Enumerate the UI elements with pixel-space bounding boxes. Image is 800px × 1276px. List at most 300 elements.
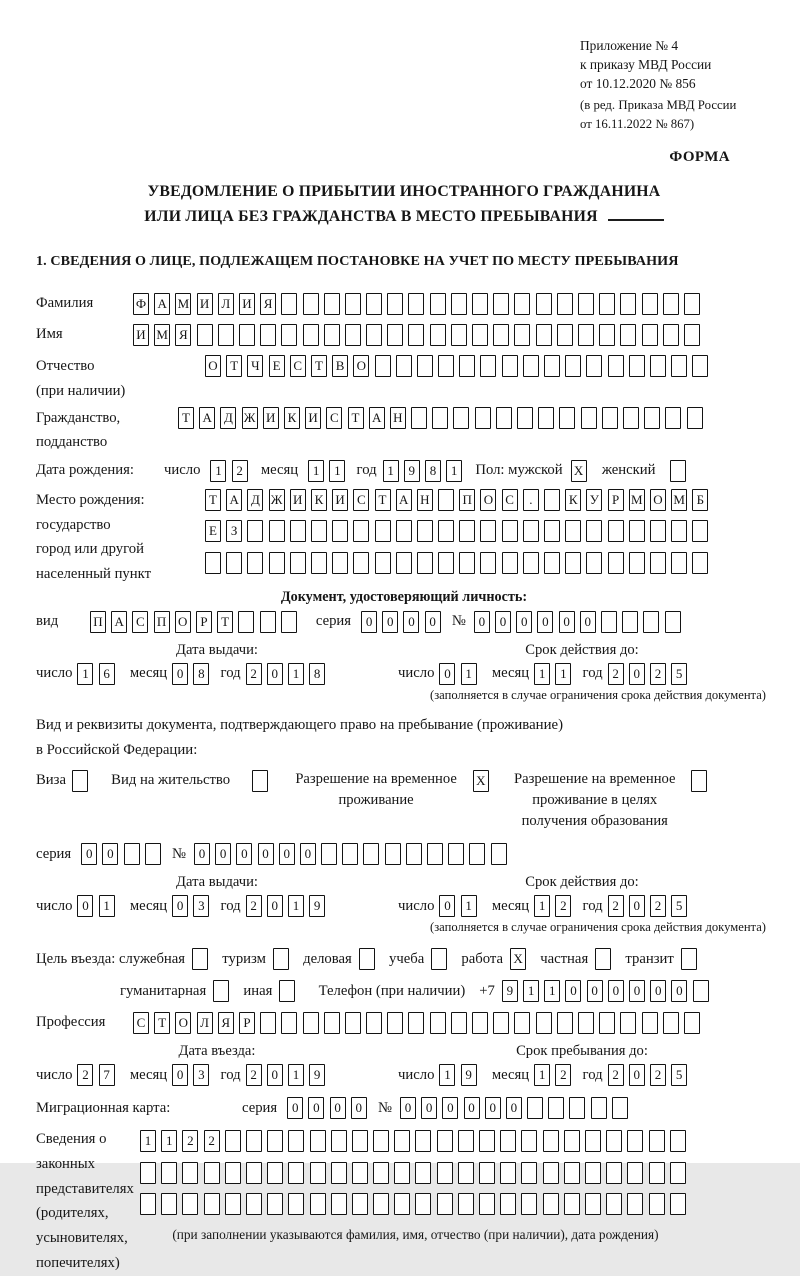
- form-cell[interactable]: Р: [239, 1012, 255, 1034]
- form-cell[interactable]: [599, 293, 615, 315]
- form-cell[interactable]: А: [199, 407, 215, 429]
- form-cell[interactable]: [599, 324, 615, 346]
- form-cell[interactable]: [352, 1130, 368, 1152]
- form-cell[interactable]: [205, 552, 221, 574]
- form-cell[interactable]: [342, 843, 358, 865]
- form-cell[interactable]: 0: [650, 980, 666, 1002]
- id-valid-day-cells[interactable]: [439, 663, 481, 685]
- form-cell[interactable]: [408, 324, 424, 346]
- form-cell[interactable]: 9: [502, 980, 518, 1002]
- form-cell[interactable]: [352, 1193, 368, 1215]
- form-cell[interactable]: [557, 293, 573, 315]
- form-cell[interactable]: [684, 1012, 700, 1034]
- form-cell[interactable]: Р: [608, 489, 624, 511]
- purpose-official-checkbox[interactable]: [192, 948, 213, 970]
- form-cell[interactable]: 0: [403, 611, 419, 633]
- form-cell[interactable]: 1: [383, 460, 399, 482]
- form-cell[interactable]: [681, 948, 697, 970]
- purpose-tourism-checkbox[interactable]: [273, 948, 294, 970]
- form-cell[interactable]: 0: [506, 1097, 522, 1119]
- form-cell[interactable]: П: [459, 489, 475, 511]
- form-cell[interactable]: 2: [246, 1064, 262, 1086]
- form-cell[interactable]: [521, 1193, 537, 1215]
- form-cell[interactable]: [663, 293, 679, 315]
- form-cell[interactable]: [246, 1162, 262, 1184]
- form-cell[interactable]: [479, 1193, 495, 1215]
- form-cell[interactable]: [427, 843, 443, 865]
- form-cell[interactable]: Н: [390, 407, 406, 429]
- purpose-other-checkbox[interactable]: [279, 980, 300, 1002]
- form-cell[interactable]: [480, 520, 496, 542]
- form-cell[interactable]: [290, 520, 306, 542]
- form-cell[interactable]: 0: [287, 1097, 303, 1119]
- form-cell[interactable]: [670, 460, 686, 482]
- form-cell[interactable]: [453, 407, 469, 429]
- form-cell[interactable]: 0: [267, 895, 283, 917]
- form-cell[interactable]: 0: [172, 1064, 188, 1086]
- sex-male-checkbox[interactable]: [571, 460, 592, 482]
- form-cell[interactable]: 6: [99, 663, 115, 685]
- given-name-cells[interactable]: [133, 324, 705, 346]
- entry-month-cells[interactable]: [172, 1064, 214, 1086]
- form-cell[interactable]: [225, 1193, 241, 1215]
- form-cell[interactable]: П: [154, 611, 170, 633]
- form-cell[interactable]: [612, 1097, 628, 1119]
- form-cell[interactable]: 2: [650, 1064, 666, 1086]
- form-cell[interactable]: [366, 1012, 382, 1034]
- form-cell[interactable]: [514, 1012, 530, 1034]
- form-cell[interactable]: 1: [446, 460, 462, 482]
- form-cell[interactable]: 3: [193, 1064, 209, 1086]
- form-cell[interactable]: Т: [311, 355, 327, 377]
- form-cell[interactable]: [459, 552, 475, 574]
- form-cell[interactable]: [451, 1012, 467, 1034]
- temp-residence-edu-checkbox[interactable]: [691, 770, 712, 792]
- permit-valid-day-cells[interactable]: [439, 895, 481, 917]
- form-cell[interactable]: [479, 1162, 495, 1184]
- form-cell[interactable]: [692, 520, 708, 542]
- form-cell[interactable]: [459, 520, 475, 542]
- form-cell[interactable]: 0: [172, 663, 188, 685]
- form-cell[interactable]: [514, 293, 530, 315]
- form-cell[interactable]: 0: [495, 611, 511, 633]
- form-cell[interactable]: С: [502, 489, 518, 511]
- permit-valid-year-cells[interactable]: [608, 895, 693, 917]
- form-cell[interactable]: [543, 1162, 559, 1184]
- form-cell[interactable]: [252, 770, 268, 792]
- form-cell[interactable]: 3: [193, 895, 209, 917]
- form-cell[interactable]: 2: [246, 663, 262, 685]
- form-cell[interactable]: [366, 324, 382, 346]
- form-cell[interactable]: Т: [154, 1012, 170, 1034]
- form-cell[interactable]: [569, 1097, 585, 1119]
- form-cell[interactable]: З: [226, 520, 242, 542]
- form-cell[interactable]: [557, 324, 573, 346]
- form-cell[interactable]: [665, 611, 681, 633]
- form-cell[interactable]: 1: [534, 895, 550, 917]
- form-cell[interactable]: 0: [629, 895, 645, 917]
- form-cell[interactable]: Ж: [242, 407, 258, 429]
- form-cell[interactable]: Л: [218, 293, 234, 315]
- form-cell[interactable]: [602, 407, 618, 429]
- form-cell[interactable]: [629, 520, 645, 542]
- form-cell[interactable]: [281, 1012, 297, 1034]
- form-cell[interactable]: [279, 980, 295, 1002]
- form-cell[interactable]: 2: [182, 1130, 198, 1152]
- form-cell[interactable]: [192, 948, 208, 970]
- form-cell[interactable]: 0: [565, 980, 581, 1002]
- form-cell[interactable]: Ф: [133, 293, 149, 315]
- form-cell[interactable]: 0: [474, 611, 490, 633]
- form-cell[interactable]: [332, 552, 348, 574]
- form-cell[interactable]: [288, 1162, 304, 1184]
- form-cell[interactable]: [620, 293, 636, 315]
- form-cell[interactable]: 0: [425, 611, 441, 633]
- form-cell[interactable]: [544, 520, 560, 542]
- form-cell[interactable]: [366, 293, 382, 315]
- form-cell[interactable]: [642, 324, 658, 346]
- form-cell[interactable]: [586, 355, 602, 377]
- form-cell[interactable]: [281, 293, 297, 315]
- form-cell[interactable]: Ч: [247, 355, 263, 377]
- form-cell[interactable]: [415, 1162, 431, 1184]
- form-cell[interactable]: [415, 1193, 431, 1215]
- form-cell[interactable]: [430, 293, 446, 315]
- form-cell[interactable]: 1: [329, 460, 345, 482]
- form-cell[interactable]: [521, 1162, 537, 1184]
- form-cell[interactable]: [458, 1130, 474, 1152]
- form-cell[interactable]: [310, 1162, 326, 1184]
- form-cell[interactable]: [472, 324, 488, 346]
- stay-month-cells[interactable]: [534, 1064, 576, 1086]
- form-cell[interactable]: [608, 520, 624, 542]
- form-cell[interactable]: [430, 324, 446, 346]
- form-cell[interactable]: К: [284, 407, 300, 429]
- legal-reps-row1[interactable]: [140, 1130, 691, 1152]
- migration-series-cells[interactable]: [287, 1097, 372, 1119]
- form-cell[interactable]: [684, 324, 700, 346]
- form-cell[interactable]: 1: [544, 980, 560, 1002]
- form-cell[interactable]: 0: [439, 895, 455, 917]
- form-cell[interactable]: [303, 293, 319, 315]
- form-cell[interactable]: 0: [400, 1097, 416, 1119]
- form-cell[interactable]: О: [175, 611, 191, 633]
- form-cell[interactable]: [345, 324, 361, 346]
- form-cell[interactable]: [225, 1162, 241, 1184]
- temp-residence-checkbox[interactable]: [473, 770, 494, 792]
- form-cell[interactable]: [475, 407, 491, 429]
- form-cell[interactable]: [629, 552, 645, 574]
- form-cell[interactable]: [557, 1012, 573, 1034]
- form-cell[interactable]: [303, 324, 319, 346]
- form-cell[interactable]: [523, 552, 539, 574]
- form-cell[interactable]: С: [133, 1012, 149, 1034]
- form-cell[interactable]: 1: [99, 895, 115, 917]
- form-cell[interactable]: [375, 520, 391, 542]
- form-cell[interactable]: 0: [267, 1064, 283, 1086]
- form-cell[interactable]: [260, 1012, 276, 1034]
- form-cell[interactable]: [246, 1193, 262, 1215]
- form-cell[interactable]: [496, 407, 512, 429]
- id-valid-year-cells[interactable]: [608, 663, 693, 685]
- form-cell[interactable]: [684, 293, 700, 315]
- form-cell[interactable]: [345, 1012, 361, 1034]
- form-cell[interactable]: [649, 1162, 665, 1184]
- form-cell[interactable]: К: [565, 489, 581, 511]
- form-cell[interactable]: С: [326, 407, 342, 429]
- form-cell[interactable]: 9: [309, 1064, 325, 1086]
- form-cell[interactable]: 1: [439, 1064, 455, 1086]
- form-cell[interactable]: [438, 552, 454, 574]
- form-cell[interactable]: [692, 552, 708, 574]
- form-cell[interactable]: [359, 948, 375, 970]
- form-cell[interactable]: [578, 293, 594, 315]
- permit-issue-year-cells[interactable]: [246, 895, 331, 917]
- form-cell[interactable]: 2: [246, 895, 262, 917]
- form-cell[interactable]: И: [263, 407, 279, 429]
- form-cell[interactable]: [544, 355, 560, 377]
- form-cell[interactable]: [140, 1193, 156, 1215]
- form-cell[interactable]: [608, 355, 624, 377]
- form-cell[interactable]: 0: [102, 843, 118, 865]
- form-cell[interactable]: [394, 1162, 410, 1184]
- form-cell[interactable]: [650, 552, 666, 574]
- form-cell[interactable]: [578, 324, 594, 346]
- form-cell[interactable]: [363, 843, 379, 865]
- form-cell[interactable]: О: [353, 355, 369, 377]
- form-cell[interactable]: [451, 324, 467, 346]
- birth-year-cells[interactable]: [383, 460, 468, 482]
- form-cell[interactable]: 8: [193, 663, 209, 685]
- form-cell[interactable]: [267, 1193, 283, 1215]
- form-cell[interactable]: Д: [220, 407, 236, 429]
- form-cell[interactable]: [310, 1193, 326, 1215]
- birthplace-cells-row2[interactable]: [205, 520, 714, 542]
- form-cell[interactable]: М: [175, 293, 191, 315]
- form-cell[interactable]: [627, 1193, 643, 1215]
- form-cell[interactable]: 0: [236, 843, 252, 865]
- form-cell[interactable]: [239, 324, 255, 346]
- permit-number-cells[interactable]: [194, 843, 512, 865]
- form-cell[interactable]: 1: [555, 663, 571, 685]
- form-cell[interactable]: [311, 552, 327, 574]
- form-cell[interactable]: И: [197, 293, 213, 315]
- form-cell[interactable]: [72, 770, 88, 792]
- form-cell[interactable]: [438, 489, 454, 511]
- permit-issue-day-cells[interactable]: [77, 895, 119, 917]
- form-cell[interactable]: 0: [464, 1097, 480, 1119]
- form-cell[interactable]: [565, 552, 581, 574]
- legal-reps-row3[interactable]: [140, 1193, 691, 1215]
- form-cell[interactable]: Я: [175, 324, 191, 346]
- form-cell[interactable]: [472, 1012, 488, 1034]
- form-cell[interactable]: [396, 355, 412, 377]
- form-cell[interactable]: [650, 355, 666, 377]
- form-cell[interactable]: [599, 1012, 615, 1034]
- birthplace-cells-row3[interactable]: [205, 552, 714, 574]
- form-cell[interactable]: 0: [215, 843, 231, 865]
- form-cell[interactable]: [642, 1012, 658, 1034]
- form-cell[interactable]: [281, 611, 297, 633]
- id-issue-month-cells[interactable]: [172, 663, 214, 685]
- form-cell[interactable]: [517, 407, 533, 429]
- entry-year-cells[interactable]: [246, 1064, 331, 1086]
- form-cell[interactable]: [671, 520, 687, 542]
- form-cell[interactable]: 1: [210, 460, 226, 482]
- form-cell[interactable]: [623, 407, 639, 429]
- form-cell[interactable]: А: [396, 489, 412, 511]
- form-cell[interactable]: С: [132, 611, 148, 633]
- form-cell[interactable]: [387, 293, 403, 315]
- form-cell[interactable]: [601, 611, 617, 633]
- form-cell[interactable]: 1: [140, 1130, 156, 1152]
- form-cell[interactable]: 0: [439, 663, 455, 685]
- form-cell[interactable]: [331, 1130, 347, 1152]
- form-cell[interactable]: 0: [361, 611, 377, 633]
- form-cell[interactable]: [692, 355, 708, 377]
- form-cell[interactable]: [565, 520, 581, 542]
- birthplace-cells-row1[interactable]: [205, 489, 714, 511]
- form-cell[interactable]: 0: [629, 980, 645, 1002]
- form-cell[interactable]: [375, 552, 391, 574]
- form-cell[interactable]: [500, 1130, 516, 1152]
- form-cell[interactable]: 0: [81, 843, 97, 865]
- form-cell[interactable]: [663, 1012, 679, 1034]
- form-cell[interactable]: X: [571, 460, 587, 482]
- form-cell[interactable]: 0: [587, 980, 603, 1002]
- profession-cells[interactable]: [133, 1012, 705, 1034]
- form-cell[interactable]: 2: [608, 1064, 624, 1086]
- form-cell[interactable]: [559, 407, 575, 429]
- form-cell[interactable]: [564, 1193, 580, 1215]
- form-cell[interactable]: [197, 324, 213, 346]
- form-cell[interactable]: [595, 948, 611, 970]
- form-cell[interactable]: [665, 407, 681, 429]
- form-cell[interactable]: О: [175, 1012, 191, 1034]
- form-cell[interactable]: 0: [194, 843, 210, 865]
- form-cell[interactable]: [521, 1130, 537, 1152]
- form-cell[interactable]: [502, 552, 518, 574]
- form-cell[interactable]: [671, 552, 687, 574]
- form-cell[interactable]: Д: [247, 489, 263, 511]
- form-cell[interactable]: [260, 324, 276, 346]
- form-cell[interactable]: А: [111, 611, 127, 633]
- form-cell[interactable]: 8: [309, 663, 325, 685]
- citizenship-cells[interactable]: [178, 407, 708, 429]
- form-cell[interactable]: [527, 1097, 543, 1119]
- form-cell[interactable]: [564, 1162, 580, 1184]
- form-cell[interactable]: [565, 355, 581, 377]
- residence-permit-checkbox[interactable]: [252, 770, 273, 792]
- form-cell[interactable]: 1: [534, 663, 550, 685]
- form-cell[interactable]: 1: [308, 460, 324, 482]
- form-cell[interactable]: [629, 355, 645, 377]
- form-cell[interactable]: X: [473, 770, 489, 792]
- form-cell[interactable]: [303, 1012, 319, 1034]
- form-cell[interactable]: [437, 1193, 453, 1215]
- form-cell[interactable]: 2: [204, 1130, 220, 1152]
- form-cell[interactable]: 2: [555, 895, 571, 917]
- permit-valid-month-cells[interactable]: [534, 895, 576, 917]
- form-cell[interactable]: [273, 948, 289, 970]
- sex-female-checkbox[interactable]: [670, 460, 691, 482]
- form-cell[interactable]: [124, 843, 140, 865]
- form-cell[interactable]: [536, 293, 552, 315]
- form-cell[interactable]: .: [523, 489, 539, 511]
- form-cell[interactable]: [321, 843, 337, 865]
- form-cell[interactable]: [469, 843, 485, 865]
- form-cell[interactable]: Т: [348, 407, 364, 429]
- patronymic-cells[interactable]: [205, 355, 714, 377]
- form-cell[interactable]: 1: [161, 1130, 177, 1152]
- form-cell[interactable]: 2: [650, 663, 666, 685]
- migration-number-cells[interactable]: [400, 1097, 633, 1119]
- form-cell[interactable]: [267, 1162, 283, 1184]
- form-cell[interactable]: [213, 980, 229, 1002]
- form-cell[interactable]: [373, 1162, 389, 1184]
- form-cell[interactable]: [523, 355, 539, 377]
- form-cell[interactable]: 0: [267, 663, 283, 685]
- form-cell[interactable]: [417, 552, 433, 574]
- form-cell[interactable]: [691, 770, 707, 792]
- form-cell[interactable]: М: [629, 489, 645, 511]
- form-cell[interactable]: [290, 552, 306, 574]
- form-cell[interactable]: [288, 1193, 304, 1215]
- surname-cells[interactable]: [133, 293, 705, 315]
- form-cell[interactable]: [394, 1193, 410, 1215]
- visa-checkbox[interactable]: [72, 770, 93, 792]
- form-cell[interactable]: 1: [523, 980, 539, 1002]
- form-cell[interactable]: [204, 1162, 220, 1184]
- stay-year-cells[interactable]: [608, 1064, 693, 1086]
- form-cell[interactable]: [431, 948, 447, 970]
- form-cell[interactable]: [479, 1130, 495, 1152]
- form-cell[interactable]: С: [353, 489, 369, 511]
- form-cell[interactable]: [352, 1162, 368, 1184]
- form-cell[interactable]: [514, 324, 530, 346]
- form-cell[interactable]: [586, 552, 602, 574]
- form-cell[interactable]: [500, 1193, 516, 1215]
- form-cell[interactable]: [385, 843, 401, 865]
- form-cell[interactable]: 9: [461, 1064, 477, 1086]
- form-cell[interactable]: [406, 843, 422, 865]
- form-cell[interactable]: [493, 293, 509, 315]
- form-cell[interactable]: 0: [629, 1064, 645, 1086]
- form-cell[interactable]: [523, 520, 539, 542]
- form-cell[interactable]: 0: [351, 1097, 367, 1119]
- form-cell[interactable]: [324, 1012, 340, 1034]
- form-cell[interactable]: [145, 843, 161, 865]
- form-cell[interactable]: 5: [671, 895, 687, 917]
- purpose-private-checkbox[interactable]: [595, 948, 616, 970]
- form-cell[interactable]: [161, 1162, 177, 1184]
- form-cell[interactable]: 0: [671, 980, 687, 1002]
- form-cell[interactable]: 0: [608, 980, 624, 1002]
- form-cell[interactable]: П: [90, 611, 106, 633]
- form-cell[interactable]: [396, 520, 412, 542]
- form-cell[interactable]: [353, 520, 369, 542]
- entry-day-cells[interactable]: [77, 1064, 119, 1086]
- form-cell[interactable]: 0: [330, 1097, 346, 1119]
- form-cell[interactable]: Н: [417, 489, 433, 511]
- form-cell[interactable]: 0: [279, 843, 295, 865]
- form-cell[interactable]: [491, 843, 507, 865]
- form-cell[interactable]: X: [510, 948, 526, 970]
- form-cell[interactable]: [182, 1193, 198, 1215]
- form-cell[interactable]: Р: [196, 611, 212, 633]
- form-cell[interactable]: Л: [197, 1012, 213, 1034]
- form-cell[interactable]: [538, 407, 554, 429]
